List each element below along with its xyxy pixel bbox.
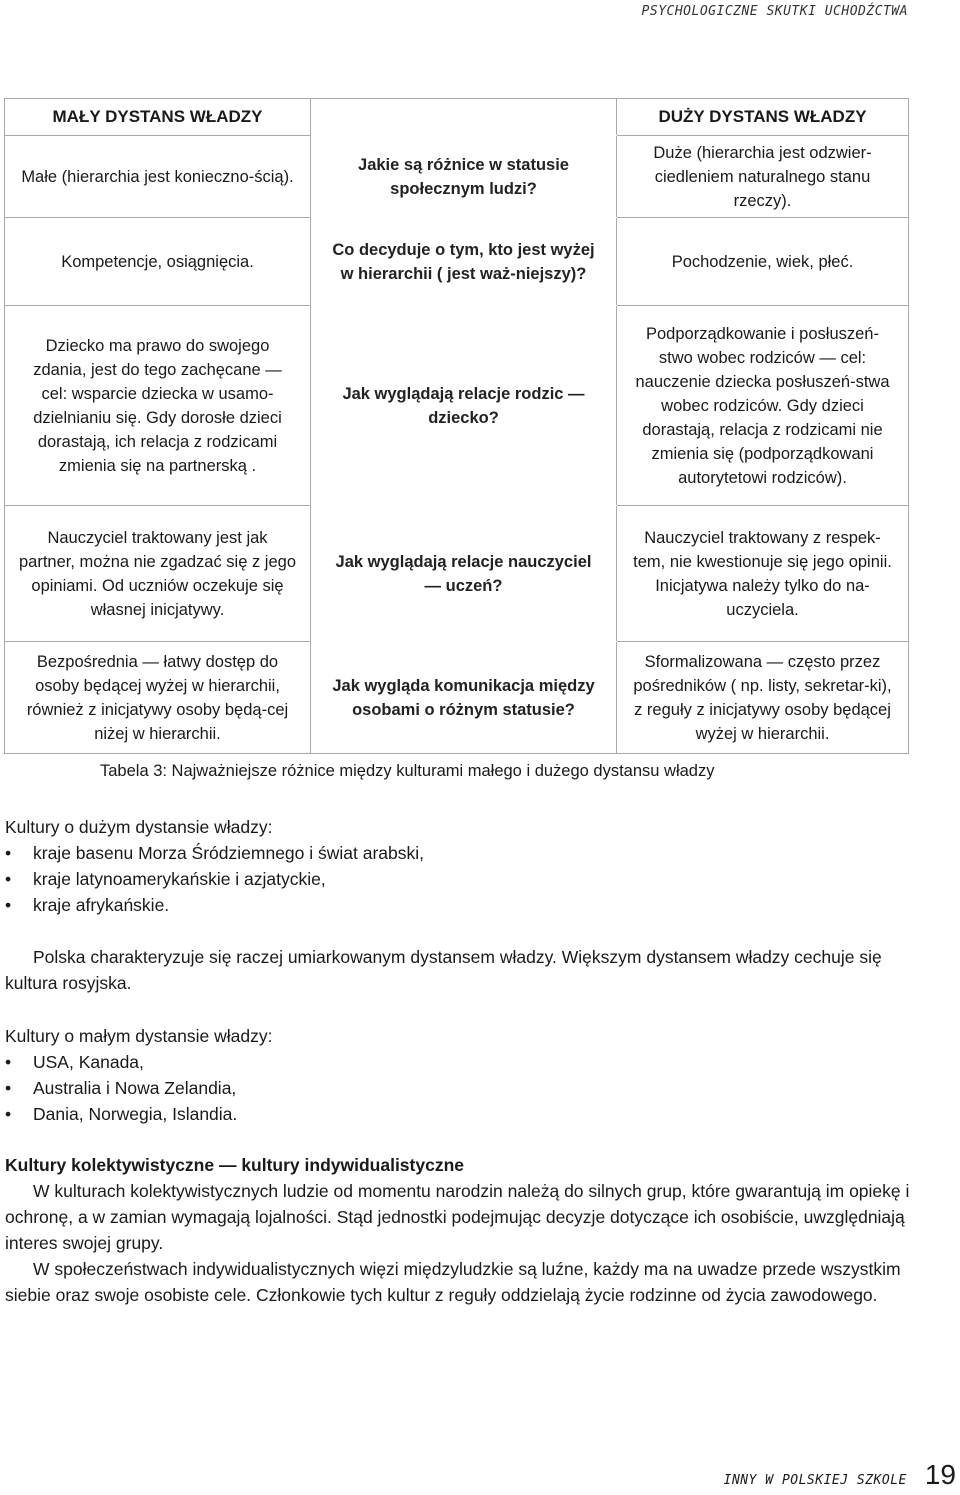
- cell-small: Bezpośrednia — łatwy dostęp do osoby będącej wyżej w hierarchii, również z inicjatywy osoby będą-cej niżej w hierarchii.: [5, 642, 311, 754]
- cell-question: Jakie są różnice w statusie społecznym ludzi?: [311, 136, 617, 218]
- paragraph: W społeczeństwach indywidualistycznych więzi międzyludzkie są luźne, każdy ma na uwadze przede wszystkim siebie oraz swoje osobiste cele. Członkowie tych kultur z reguły oddzielają życie rodzinne od życia zawodowego.: [5, 1259, 901, 1305]
- header-large-distance: DUŻY DYSTANS WŁADZY: [617, 99, 909, 136]
- cell-large: Podporządkowanie i posłuszeń-stwo wobec rodziców — cel: nauczenie dziecka posłuszeń-stwa wobec rodziców. Gdy dzieci dorastają, relacja z rodzicami nie zmienia się (podporządkowani autorytetowi rodziców).: [617, 306, 909, 506]
- paragraph: W kulturach kolektywistycznych ludzie od momentu narodzin należą do silnych grup, które gwarantują im opiekę i ochronę, a w zamian wymagają lojalności. Stąd jednostki podejmując decyzje dotyczące ich osobiście, uwzględniają interes swojej grupy.: [5, 1181, 910, 1253]
- cell-large: Pochodzenie, wiek, płeć.: [617, 218, 909, 306]
- small-distance-block: [5, 1023, 910, 1127]
- table-row: [5, 306, 909, 506]
- collectivism-section: [5, 1152, 910, 1308]
- small-distance-list: [5, 1049, 910, 1127]
- running-header: PSYCHOLOGICZNE SKUTKI UCHODŹCTWA: [641, 4, 908, 19]
- table-header-row: [5, 99, 909, 136]
- large-distance-intro: Kultury o dużym dystansie władzy:: [5, 817, 273, 837]
- cell-question: Jak wyglądają relacje rodzic — dziecko?: [311, 306, 617, 506]
- header-question: [311, 99, 617, 136]
- cell-question: Co decyduje o tym, kto jest wyżej w hierarchii ( jest waż-niejszy)?: [311, 218, 617, 306]
- header-small-distance: MAŁY DYSTANS WŁADZY: [5, 99, 311, 136]
- small-distance-intro: Kultury o małym dystansie władzy:: [5, 1026, 273, 1046]
- cell-small: Małe (hierarchia jest konieczno-ścią).: [5, 136, 311, 218]
- page-number: 19: [924, 1459, 956, 1490]
- list-item: • Australia i Nowa Zelandia,: [5, 1075, 910, 1101]
- cell-small: Kompetencje, osiągnięcia.: [5, 218, 311, 306]
- list-item: • kraje basenu Morza Śródziemnego i świat arabski,: [5, 840, 910, 866]
- table-caption: Tabela 3: Najważniejsze różnice między kulturami małego i dużego dystansu władzy: [100, 762, 715, 780]
- cell-large: Sformalizowana — często przez pośredników ( np. listy, sekretar-ki), z reguły z inicjatywy osoby będącej wyżej w hierarchii.: [617, 642, 909, 754]
- page-footer: [724, 1459, 956, 1491]
- cell-small: Nauczyciel traktowany jest jak partner, można nie zgadzać się z jego opiniami. Od uczniów oczekuje się własnej inicjatywy.: [5, 506, 311, 642]
- cell-large: Duże (hierarchia jest odzwier-ciedleniem naturalnego stanu rzeczy).: [617, 136, 909, 218]
- cell-question: Jak wygląda komunikacja między osobami o różnym statusie?: [311, 642, 617, 754]
- list-item: • kraje latynoamerykańskie i azjatyckie,: [5, 866, 910, 892]
- running-footer: INNY W POLSKIEJ SZKOLE: [723, 1473, 907, 1488]
- list-item: • USA, Kanada,: [5, 1049, 910, 1075]
- cell-question: Jak wyglądają relacje nauczyciel — uczeń?: [311, 506, 617, 642]
- table-row: [5, 136, 909, 218]
- list-item: • Dania, Norwegia, Islandia.: [5, 1101, 910, 1127]
- cell-small: Dziecko ma prawo do swojego zdania, jest do tego zachęcane — cel: wsparcie dziecka w usamo-dzielnianiu się. Gdy dorosłe dzieci dorastają, ich relacja z rodzicami zmienia się na partnerską .: [5, 306, 311, 506]
- table-row: [5, 218, 909, 306]
- list-item: • kraje afrykańskie.: [5, 892, 910, 918]
- section-heading: Kultury kolektywistyczne — kultury indywidualistyczne: [5, 1155, 465, 1175]
- table-row: [5, 642, 909, 754]
- table-row: [5, 506, 909, 642]
- poland-paragraph: Polska charakteryzuje się raczej umiarkowanym dystansem władzy. Większym dystansem władzy cechuje się kultura rosyjska.: [5, 947, 882, 993]
- large-distance-list: [5, 840, 910, 918]
- large-distance-block: [5, 814, 910, 918]
- power-distance-table: [4, 98, 909, 754]
- cell-large: Nauczyciel traktowany z respek-tem, nie kwestionuje się jego opinii. Inicjatywa należy tylko do na-uczyciela.: [617, 506, 909, 642]
